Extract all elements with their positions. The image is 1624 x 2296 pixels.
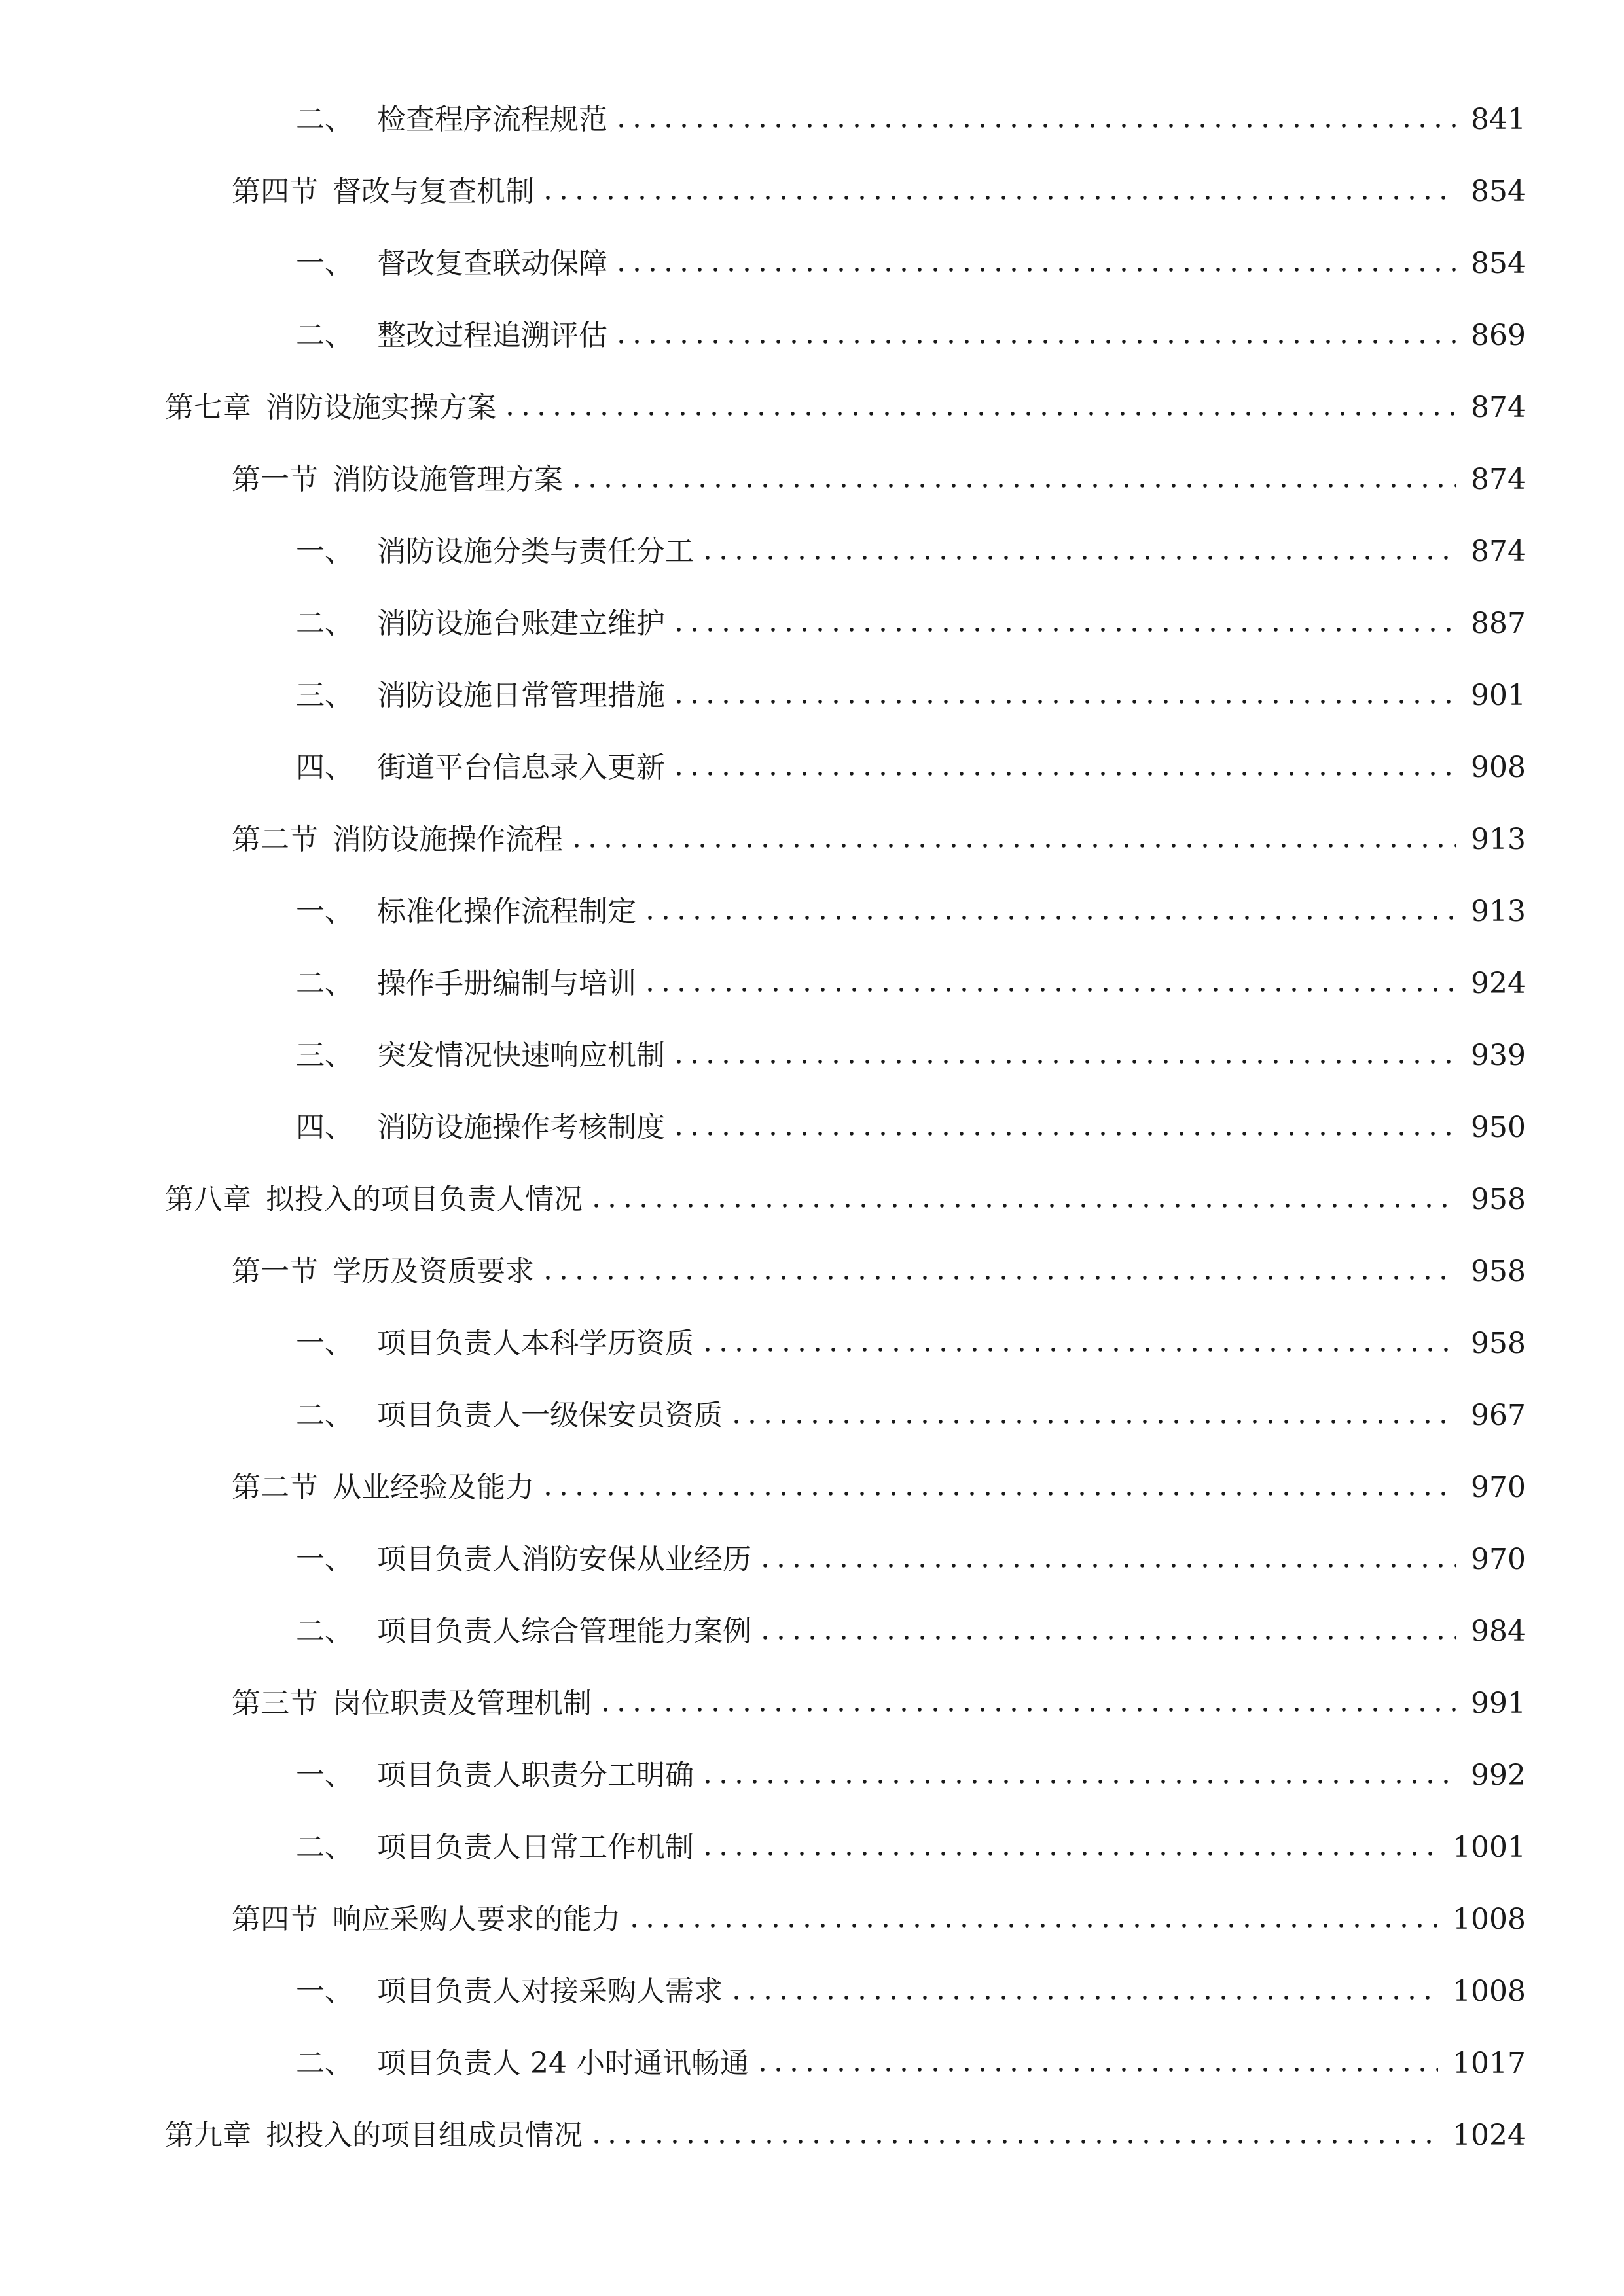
toc-entry[interactable] — [296, 238, 1526, 290]
toc-entry-number: 二、 — [296, 967, 353, 1000]
toc-entry[interactable] — [296, 1605, 1526, 1658]
toc-entry-title: 整改过程追溯评估 — [377, 319, 607, 352]
toc-entry[interactable] — [296, 526, 1526, 578]
toc-entry-title: 项目负责人本科学历资质 — [377, 1327, 694, 1360]
toc-entry-number: 一、 — [296, 1327, 353, 1360]
toc-entry-number: 二、 — [296, 1831, 353, 1864]
toc-entry-title: 项目负责人职责分工明确 — [377, 1759, 694, 1792]
toc-entry-page: 958 — [1471, 1183, 1526, 1216]
toc-entry[interactable] — [296, 1318, 1526, 1370]
toc-entry-number: 第二节 — [232, 1471, 318, 1504]
toc-entry-title: 操作手册编制与培训 — [377, 967, 636, 1000]
dot-leader — [706, 1780, 1456, 1784]
toc-entry[interactable] — [165, 2109, 1526, 2162]
toc-entry-number: 三、 — [296, 1039, 353, 1072]
toc-entry-title: 督改复查联动保障 — [377, 247, 607, 280]
toc-entry-page: 992 — [1471, 1759, 1526, 1792]
dot-leader — [604, 1708, 1456, 1712]
dot-leader — [677, 628, 1456, 632]
toc-entry-number: 第八章 — [165, 1183, 251, 1216]
toc-entry[interactable] — [296, 742, 1526, 794]
toc-entry-page: 939 — [1471, 1039, 1526, 1072]
toc-entry-page: 1008 — [1453, 1903, 1526, 1936]
toc-entry-page: 958 — [1471, 1327, 1526, 1360]
toc-entry-number: 第三节 — [232, 1687, 318, 1720]
toc-entry-number: 三、 — [296, 679, 353, 712]
toc-entry[interactable] — [232, 1893, 1526, 1946]
dot-leader — [677, 1060, 1456, 1064]
toc-entry-title: 标准化操作流程制定 — [377, 895, 636, 928]
toc-entry-title: 消防设施操作流程 — [333, 823, 563, 856]
toc-entry-title: 项目负责人一级保安员资质 — [377, 1399, 723, 1432]
toc-entry-number: 一、 — [296, 1543, 353, 1576]
toc-entry[interactable] — [232, 1677, 1526, 1730]
toc-entry-number: 第九章 — [165, 2119, 251, 2152]
toc-entry-title: 消防设施台账建立维护 — [377, 607, 665, 640]
toc-entry-page: 970 — [1471, 1471, 1526, 1504]
toc-entry-title: 消防设施实操方案 — [266, 391, 496, 424]
dot-leader — [648, 916, 1456, 920]
toc-entry-page: 1008 — [1453, 1975, 1526, 2008]
dot-leader — [575, 844, 1456, 848]
toc-entry-page: 874 — [1471, 463, 1526, 496]
toc-entry-number: 二、 — [296, 1615, 353, 1648]
dot-leader — [594, 1204, 1456, 1208]
toc-entry-number: 四、 — [296, 751, 353, 784]
toc-entry-number: 第一节 — [232, 1255, 318, 1288]
dot-leader — [706, 1348, 1456, 1352]
toc-entry-number: 二、 — [296, 103, 353, 136]
toc-entry-title: 检查程序流程规范 — [377, 103, 607, 136]
toc-entry-page: 1017 — [1453, 2047, 1526, 2080]
toc-entry-page: 913 — [1471, 823, 1526, 856]
toc-entry-page: 913 — [1471, 895, 1526, 928]
toc-entry-title: 消防设施操作考核制度 — [377, 1111, 665, 1144]
toc-entry[interactable] — [232, 454, 1526, 506]
toc-entry[interactable] — [296, 1102, 1526, 1154]
toc-entry-title: 岗位职责及管理机制 — [333, 1687, 592, 1720]
dot-leader — [677, 1132, 1456, 1136]
toc-entry-title: 街道平台信息录入更新 — [377, 751, 665, 784]
dot-leader — [763, 1636, 1456, 1640]
toc-entry-title: 项目负责人综合管理能力案例 — [377, 1615, 751, 1648]
toc-entry[interactable] — [296, 886, 1526, 938]
toc-entry-title: 项目负责人 24 小时通讯畅通 — [377, 2047, 749, 2080]
toc-entry-page: 958 — [1471, 1255, 1526, 1288]
toc-entry-page: 1001 — [1453, 1831, 1526, 1864]
dot-leader — [706, 1852, 1438, 1856]
toc-entry-number: 一、 — [296, 1759, 353, 1792]
dot-leader — [734, 1996, 1438, 2000]
toc-entry-page: 869 — [1471, 319, 1526, 352]
toc-entry-title: 消防设施分类与责任分工 — [377, 535, 694, 568]
toc-entry-page: 841 — [1471, 103, 1526, 136]
toc-entry-title: 项目负责人对接采购人需求 — [377, 1975, 723, 2008]
toc-entry-page: 874 — [1471, 391, 1526, 424]
toc-entry-page: 908 — [1471, 751, 1526, 784]
toc-entry[interactable] — [296, 94, 1526, 146]
toc-entry[interactable] — [232, 814, 1526, 866]
toc-entry-page: 984 — [1471, 1615, 1526, 1648]
toc-entry-page: 854 — [1471, 175, 1526, 208]
toc-entry-number: 第四节 — [232, 175, 318, 208]
dot-leader — [677, 772, 1456, 776]
toc-entry-number: 二、 — [296, 1399, 353, 1432]
dot-leader — [619, 124, 1456, 128]
toc-entry[interactable] — [165, 1174, 1526, 1226]
toc-entry[interactable] — [296, 310, 1526, 362]
dot-leader — [619, 268, 1456, 272]
toc-entry[interactable] — [296, 1965, 1526, 2018]
toc-entry[interactable] — [296, 2037, 1526, 2090]
toc-entry-number: 二、 — [296, 319, 353, 352]
toc-entry-number: 二、 — [296, 607, 353, 640]
toc-entry-title: 消防设施管理方案 — [333, 463, 563, 496]
toc-entry-number: 一、 — [296, 535, 353, 568]
dot-leader — [761, 2068, 1438, 2072]
toc-entry-page: 950 — [1471, 1111, 1526, 1144]
dot-leader — [734, 1420, 1456, 1424]
toc-entry-page: 924 — [1471, 967, 1526, 1000]
toc-entry[interactable] — [296, 958, 1526, 1010]
toc-entry-title: 从业经验及能力 — [333, 1471, 534, 1504]
dot-leader — [648, 988, 1456, 992]
toc-entry-page: 901 — [1471, 679, 1526, 712]
toc-entry-page: 854 — [1471, 247, 1526, 280]
toc-entry-title: 拟投入的项目组成员情况 — [266, 2119, 583, 2152]
dot-leader — [706, 556, 1456, 560]
toc-entry-title: 响应采购人要求的能力 — [333, 1903, 621, 1936]
toc-entry-number: 一、 — [296, 895, 353, 928]
toc-entry-title: 消防设施日常管理措施 — [377, 679, 665, 712]
toc-entry-number: 第四节 — [232, 1903, 318, 1936]
toc-entry[interactable] — [296, 670, 1526, 722]
dot-leader — [632, 1924, 1438, 1928]
toc-entry-title: 拟投入的项目负责人情况 — [266, 1183, 583, 1216]
toc-entry[interactable] — [296, 1749, 1526, 1802]
toc-entry-title: 督改与复查机制 — [333, 175, 534, 208]
dot-leader — [619, 340, 1456, 344]
toc-entry-title: 学历及资质要求 — [333, 1255, 534, 1288]
toc-entry[interactable] — [296, 598, 1526, 650]
toc-entry[interactable] — [165, 382, 1526, 434]
dot-leader — [677, 700, 1456, 704]
toc-entry[interactable] — [296, 1030, 1526, 1082]
dot-leader — [546, 1492, 1456, 1496]
toc-entry[interactable] — [232, 1462, 1526, 1514]
toc-entry[interactable] — [296, 1534, 1526, 1586]
toc-entry-number: 一、 — [296, 247, 353, 280]
dot-leader — [546, 196, 1456, 200]
toc-entry-number: 四、 — [296, 1111, 353, 1144]
toc-entry-number: 二、 — [296, 2047, 353, 2080]
toc-entry-title: 突发情况快速响应机制 — [377, 1039, 665, 1072]
toc-entry-title: 项目负责人日常工作机制 — [377, 1831, 694, 1864]
dot-leader — [546, 1276, 1456, 1280]
dot-leader — [763, 1564, 1456, 1568]
toc-entry[interactable] — [296, 1821, 1526, 1874]
dot-leader — [508, 412, 1456, 416]
toc-entry-page: 1024 — [1453, 2119, 1526, 2152]
toc-entry[interactable] — [296, 1390, 1526, 1442]
toc-entry-number: 第一节 — [232, 463, 318, 496]
toc-entry-page: 970 — [1471, 1543, 1526, 1576]
toc-entry-title: 项目负责人消防安保从业经历 — [377, 1543, 751, 1576]
toc-entry-page: 991 — [1471, 1687, 1526, 1720]
toc-entry-number: 第七章 — [165, 391, 251, 424]
toc-entry-number: 一、 — [296, 1975, 353, 2008]
toc-entry[interactable] — [232, 1246, 1526, 1298]
toc-entry-page: 887 — [1471, 607, 1526, 640]
toc-entry-page: 967 — [1471, 1399, 1526, 1432]
dot-leader — [575, 484, 1456, 488]
toc-entry-number: 第二节 — [232, 823, 318, 856]
toc-entry-page: 874 — [1471, 535, 1526, 568]
toc-entry[interactable] — [232, 166, 1526, 218]
dot-leader — [594, 2140, 1438, 2144]
